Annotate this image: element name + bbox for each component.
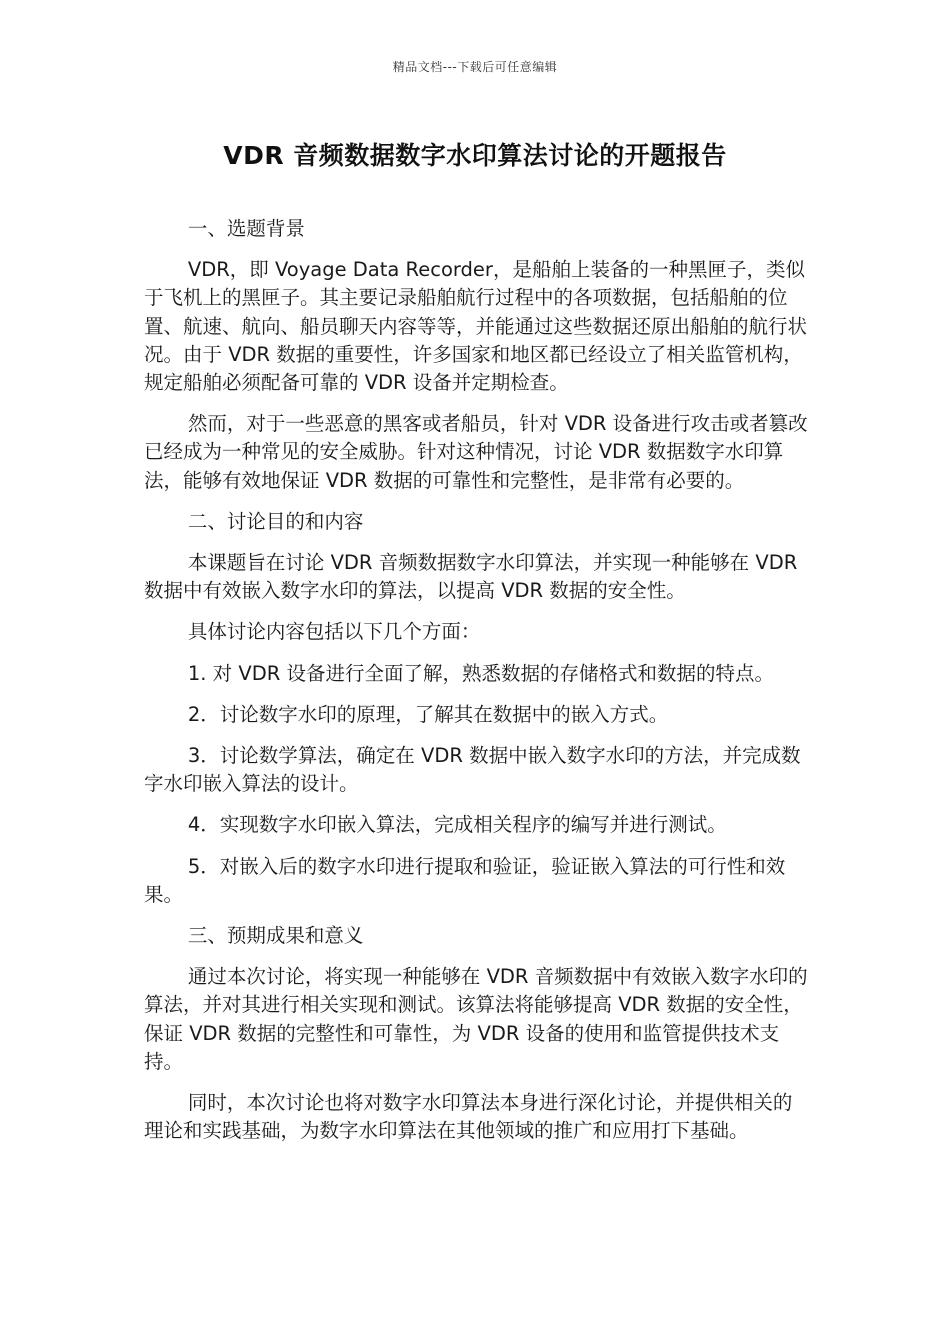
section-heading-results: 三、预期成果和意义	[187, 924, 364, 948]
paragraph-vdr-intro: VDR，即 Voyage Data Recorder，是船舶上装备的一种黑匣子，类似于飞机上的黑匣子。其主要记录船舶航行过程中的各项数据，包括船舶的位置、航速、航向、船员聊天内容等等，并能通过这些数据还原出船舶的航行状况。由于 VDR 数据的重要性，许多国家和地区都已经设立了相关监管机构，规定船舶必须配备可靠的 VDR 设备并定期检查。	[144, 258, 808, 395]
paragraph-expected-results: 通过本次讨论，将实现一种能够在 VDR 音频数据中有效嵌入数字水印的算法，并对其进行相关实现和测试。该算法将能够提高 VDR 数据的安全性，保证 VDR 数据的完整性和可靠性，为 VDR 设备的使用和监管提供技术支持。	[144, 965, 808, 1073]
section-heading-background: 一、选题背景	[187, 217, 305, 240]
list-item-1: 1. 对 VDR 设备进行全面了解，熟悉数据的存储格式和数据的特点。	[187, 661, 774, 685]
paragraph-content-intro: 具体讨论内容包括以下几个方面：	[187, 620, 481, 644]
header-note: 精品文档---下载后可任意编辑	[392, 60, 558, 74]
paragraph-security-threat: 然而，对于一些恶意的黑客或者船员，针对 VDR 设备进行攻击或者篡改已经成为一种常见的安全威胁。针对这种情况，讨论 VDR 数据数字水印算法，能够有效地保证 VDR 数据的可靠性和完整性，是非常有必要的。	[144, 412, 808, 492]
paragraph-significance: 同时，本次讨论也将对数字水印算法本身进行深化讨论，并提供相关的理论和实践基础，为数字水印算法在其他领域的推广和应用打下基础。	[144, 1091, 793, 1143]
list-item-4: 4．实现数字水印嵌入算法，完成相关程序的编写并进行测试。	[187, 813, 727, 837]
document-body	[144, 215, 808, 1158]
paragraph-purpose: 本课题旨在讨论 VDR 音频数据数字水印算法，并实现一种能够在 VDR 数据中有效嵌入数字水印的算法，以提高 VDR 数据的安全性。	[144, 551, 798, 603]
section-heading-purpose: 二、讨论目的和内容	[187, 509, 364, 533]
list-item-5: 5．对嵌入后的数字水印进行提取和验证，验证嵌入算法的可行性和效果。	[144, 854, 786, 906]
list-item-2: 2．讨论数字水印的原理，了解其在数据中的嵌入方式。	[187, 702, 669, 726]
list-item-3: 3．讨论数学算法，确定在 VDR 数据中嵌入数字水印的方法，并完成数字水印嵌入算法的设计。	[144, 744, 801, 796]
document-title: VDR 音频数据数字水印算法讨论的开题报告	[223, 141, 727, 170]
